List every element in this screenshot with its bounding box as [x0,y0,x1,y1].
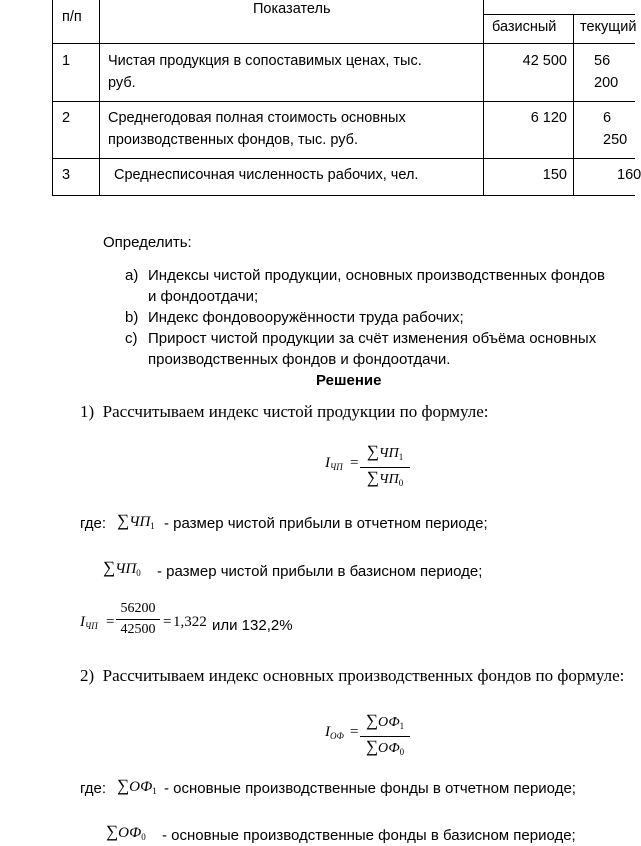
row2-label: Среднегодовая полная стоимость основных [108,110,406,126]
row2-current: 6 250 [603,110,628,148]
table-border [573,14,574,196]
table-border [52,43,635,44]
formula2-denominator: $\sum ОФ_0$ [365,737,405,757]
task-a-text: Индексы чистой продукции, основных производственных фондов [148,267,605,284]
formula1-denominator: $\sum ЧП_0$ [366,468,404,488]
task-intro: Определить: [103,234,192,251]
step2-text: 2) Рассчитываем индекс основных производственных фондов по формуле: [80,666,625,685]
formula2-lhs: $I_{ОФ}$ [325,724,344,741]
row1-label: Чистая продукция в сопоставимых ценах, тыс. [108,53,422,69]
indicators-table [0,0,641,200]
row1-current: 56 200 [594,53,619,91]
solution-heading: Решение [316,372,382,389]
row2-base: 6 120 [530,110,567,126]
calc1-fraction [116,600,160,639]
calc1-denominator: 42500 [120,622,156,637]
row2-num: 2 [62,110,71,126]
header-col-indicator: Показатель [253,1,331,17]
step1-where2-symbol: $\sum ЧП_0$ [103,558,141,578]
row1-num: 1 [62,53,71,69]
calc1-eq2: = [163,614,172,630]
step2-where2-text: - основные производственные фонды в базисном периоде; [162,827,576,844]
task-b-marker: b) [125,309,139,326]
header-col-current: текущий [580,19,637,35]
step1-text: 1) Рассчитываем индекс чистой продукции по формуле: [80,402,489,421]
table-border [52,0,53,196]
formula1-fraction [360,443,410,492]
formula1-eq: = [350,455,359,471]
row3-num: 3 [62,167,71,183]
task-c-text: Прирост чистой продукции за счёт изменения объёма основных [148,330,597,347]
formula2-numerator: $\sum ОФ_1$ [365,711,405,731]
formula1-numerator: $\sum ЧП_1$ [366,442,404,462]
step2-where-prefix: где: [80,780,107,797]
table-border [52,195,635,196]
step2-where1-symbol: $\sum ОФ_1$ [117,776,157,796]
calc1-numerator: 56200 [120,601,156,616]
formula1-lhs: $I_{ЧП}$ [325,455,343,472]
row1-label-cont: руб. [108,75,136,91]
header-col-num: п/п [62,9,82,25]
step2-where2-symbol: $\sum ОФ_0$ [106,822,146,842]
calc1-lhs: $I_{ЧП}$ [80,614,98,631]
task-a-text-cont: и фондоотдачи; [148,288,259,305]
formula2-fraction [360,712,410,761]
task-c-text-cont: производственных фондов и фондоотдачи. [148,351,451,368]
row3-label: Среднесписочная численность рабочих, чел. [114,167,419,183]
formula2-eq: = [350,724,359,740]
calc1-result: 1,322 [173,614,207,630]
calc1-tail: или 132,2% [212,617,293,634]
step1-where1-symbol: $\sum ЧП_1$ [117,511,155,531]
row3-base: 150 [542,167,567,183]
table-border [99,0,100,196]
fraction-bar [116,619,160,620]
task-c-marker: c) [125,330,138,347]
row3-current: 160 [617,167,641,183]
step1-where1-text: - размер чистой прибыли в отчетном периоде; [164,515,488,532]
table-border [52,158,635,159]
row1-base: 42 500 [522,53,567,69]
header-col-base: базисный [492,19,557,35]
task-a-marker: a) [125,267,139,284]
step2-where1-text: - основные производственные фонды в отчетном периоде; [164,780,576,797]
task-b-text: Индекс фондовооружённости труда рабочих; [148,309,464,326]
step1-where-prefix: где: [80,515,107,532]
row2-label-cont: производственных фондов, тыс. руб. [108,132,358,148]
step1-where2-text: - размер чистой прибыли в базисном периоде; [157,563,483,580]
calc1-eq: = [106,614,115,630]
table-border [483,14,635,15]
table-border [52,101,635,102]
